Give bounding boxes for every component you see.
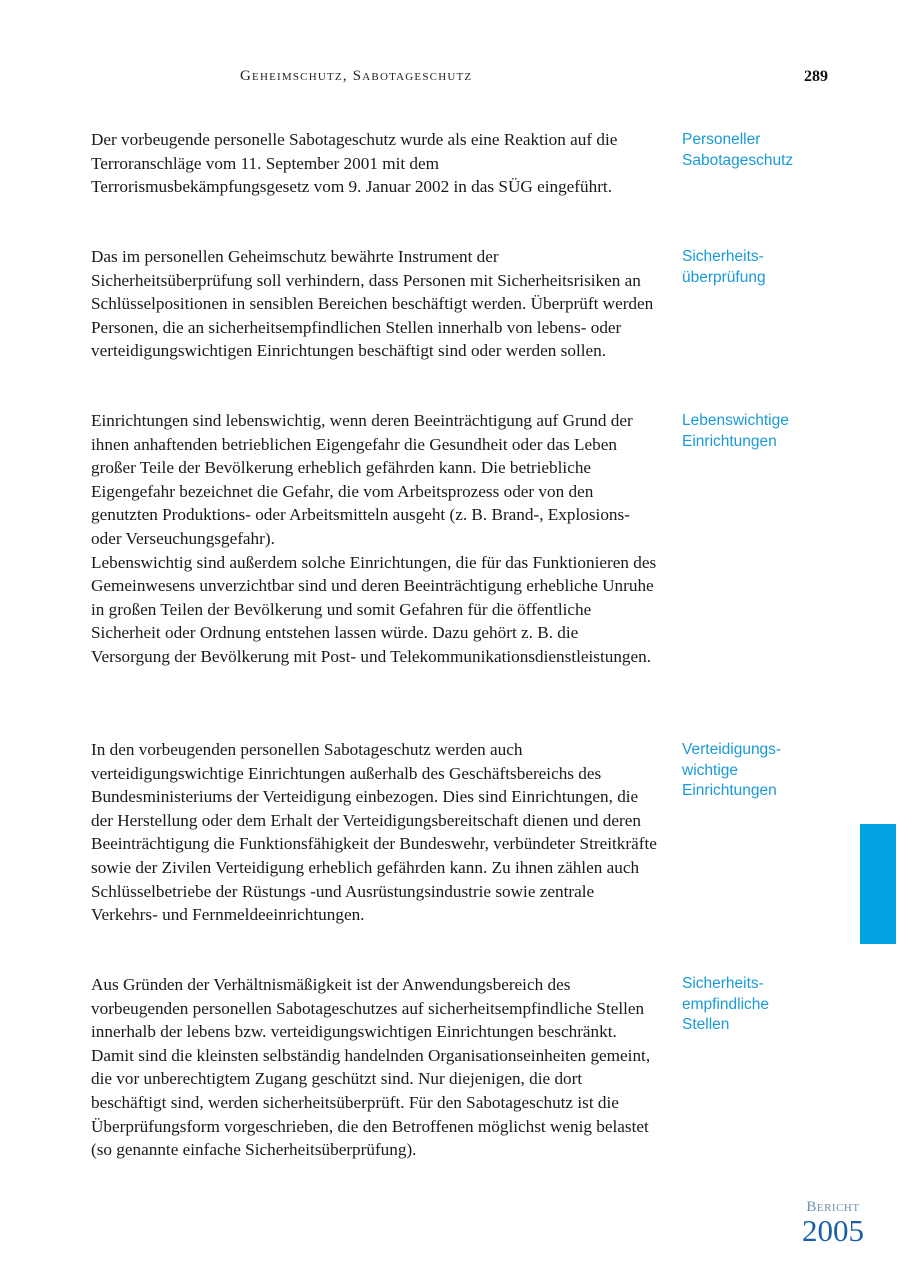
marginal-line: überprüfung <box>682 268 766 286</box>
paragraph-text: Das im personellen Geheimschutz bewährte Instrument der Sicherheitsüberprüfung soll verhindern, dass Personen mit Sicherheitsrisiken an Schlüsselpositionen in sensiblen Bereichen beschäftigt werden. Überprüft werden Personen, die an sicherheitsempfindlichen Stellen innerhalb von lebens- oder verteidigungswichtigen Einrichtungen beschäftigt sind oder werden sollen. <box>91 247 654 361</box>
chapter-tab-marker <box>860 824 896 944</box>
paragraph-text: Lebenswichtig sind außerdem solche Einrichtungen, die für das Funktionieren des Gemeinwesens unverzichtbar sind und deren Beeinträchtigung erhebliche Unruhe in großen Teilen der Bevölkerung und somit Gefahren für die öffentliche Sicherheit oder Ordnung entstehen lassen würde. Dazu gehört z. B. die Versorgung der Bevölkerung mit Post- und Telekommunikationsdienstleistungen. <box>91 552 657 666</box>
bericht-2005-logo <box>798 1198 868 1246</box>
paragraph-sicherheitsueberpruefung <box>91 245 661 363</box>
paragraph-verteidigungswichtige-einrichtungen <box>91 738 661 927</box>
page-number: 289 <box>804 68 828 85</box>
marginal-line: Sicherheits- <box>682 248 764 265</box>
marginal-line: empfindliche <box>682 995 770 1013</box>
logo-word: Bericht <box>806 1199 860 1215</box>
marginal-note-sicherheitsempfindliche-stellen <box>682 974 842 1036</box>
marginal-line: Einrichtungen <box>682 782 777 799</box>
marginal-note-verteidigungswichtige-einrichtungen <box>682 740 842 802</box>
marginal-line: wichtige <box>682 761 738 779</box>
marginal-note-lebenswichtige-einrichtungen <box>682 411 842 452</box>
marginal-note-personeller-sabotageschutz <box>682 130 842 171</box>
marginal-line: Einrichtungen <box>682 432 777 450</box>
running-head: Geheimschutz, Sabotageschutz <box>240 68 473 84</box>
paragraph-text: Einrichtungen sind lebenswichtig, wenn deren Beeinträchtigung auf Grund der ihnen anhaftenden betrieblichen Eigengefahr die Gesundheit oder das Leben großer Teile der Bevölkerung erheblich gefährden kann. Die betriebliche Eigengefahr bezeichnet die Gefahr, die vom Arbeitsprozess oder von den genutzten Produktions- oder Arbeitsmitteln ausgeht (z. B. Brand-, Explosions- oder Verseuchungsgefahr). <box>91 411 633 548</box>
paragraph-personeller-sabotageschutz <box>91 128 661 199</box>
paragraph-text: Der vorbeugende personelle Sabotageschutz wurde als eine Reaktion auf die Terroranschläge vom 11. September 2001 mit dem Terrorismusbekämpfungsgesetz vom 9. Januar 2002 in das SÜG eingeführt. <box>91 130 618 197</box>
paragraph-text: Aus Gründen der Verhältnismäßigkeit ist der Anwendungsbereich des vorbeugenden personellen Sabotageschutzes auf sicherheitsempfindliche Stellen innerhalb der lebens bzw. verteidigungswichtigen Einrichtungen beschränkt. Damit sind die kleinsten selbständig handelnden Organisationseinheiten gemeint, die vor unberechtigtem Zugang geschützt sind. Nur diejenigen, die dort beschäftigt sind, werden sicherheitsüberprüft. Für den Sabotageschutz ist die Überprüfungsform vorgeschrieben, die den Betroffenen möglichst wenig belastet (so genannte einfache Sicherheitsüberprüfung). <box>91 975 651 1160</box>
marginal-line: Stellen <box>682 1016 730 1033</box>
paragraph-sicherheitsempfindliche-stellen <box>91 973 661 1162</box>
logo-year: 2005 <box>802 1213 864 1248</box>
marginal-note-sicherheitsueberpruefung <box>682 247 842 288</box>
paragraph-lebenswichtige-einrichtungen <box>91 409 661 669</box>
marginal-line: Sicherheits- <box>682 975 764 992</box>
marginal-line: Verteidigungs- <box>682 741 782 758</box>
marginal-line: Lebenswichtige <box>682 412 789 429</box>
paragraph-text: In den vorbeugenden personellen Sabotageschutz werden auch verteidigungswichtige Einrichtungen außerhalb des Geschäftsbereichs des Bundesministeriums der Verteidigung einbezogen. Dies sind Einrichtungen, die der Herstellung oder dem Erhalt der Verteidigungsbereitschaft dienen und deren Beeinträchtigung die Funktionsfähigkeit der Bundeswehr, verbündeter Streitkräfte sowie der Zivilen Verteidigung erheblich gefährden kann. Zu ihnen zählen auch Schlüsselbetriebe der Rüstungs -und Ausrüstungsindustrie sowie zentrale Verkehrs- und Fernmeldeeinrichtungen. <box>91 740 657 925</box>
marginal-line: Personeller <box>682 131 761 148</box>
marginal-line: Sabotageschutz <box>682 151 794 169</box>
